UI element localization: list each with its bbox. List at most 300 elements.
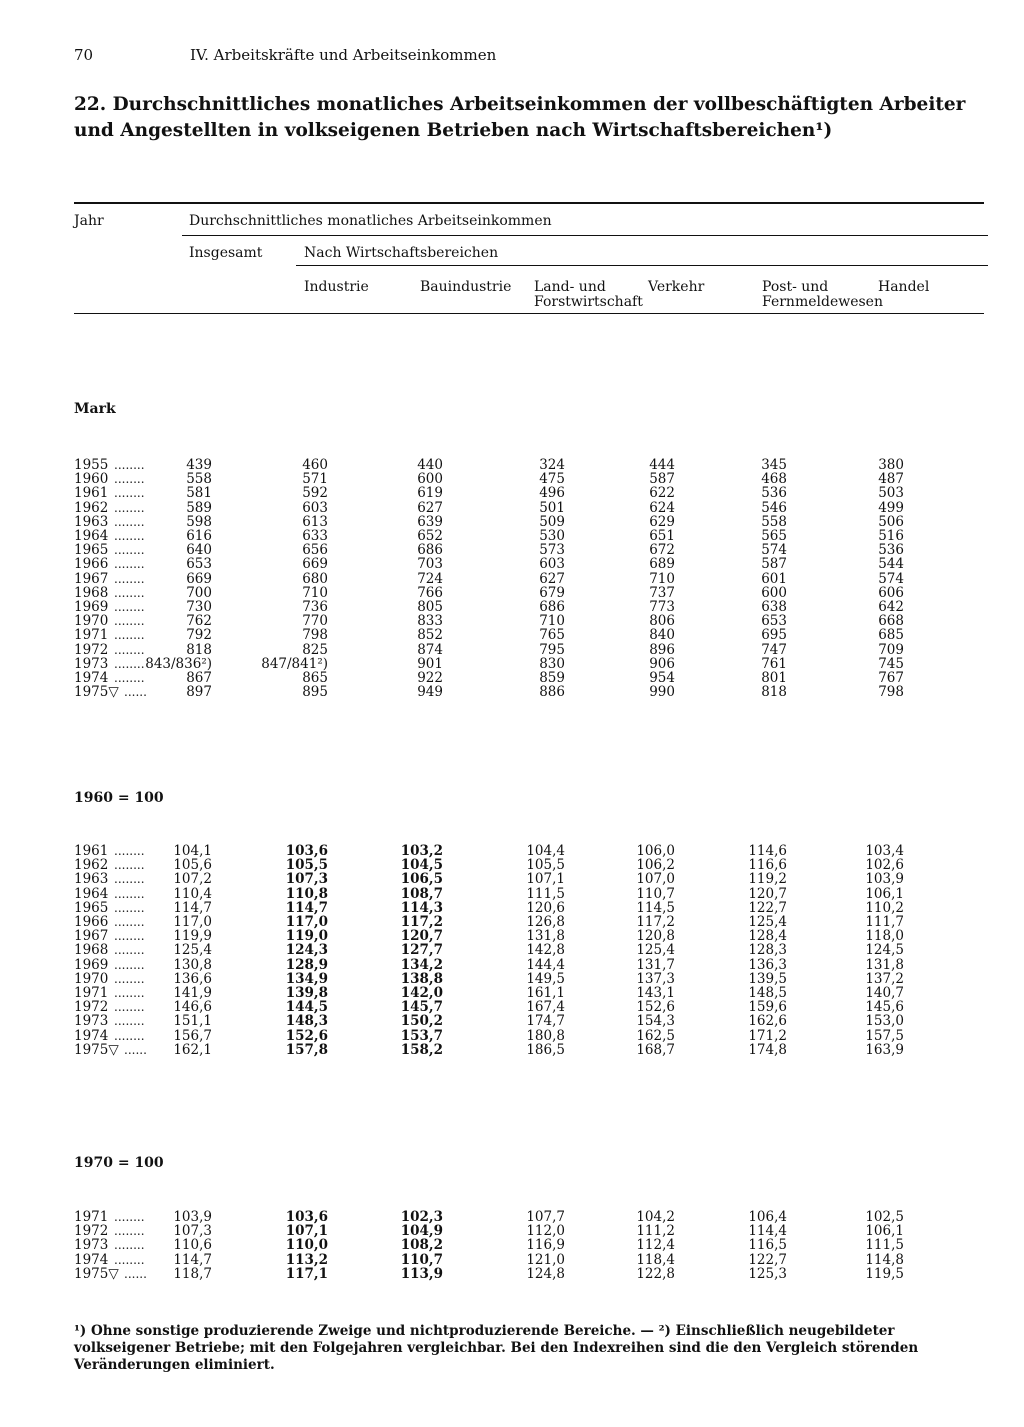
value-cell: 736 (302, 599, 328, 615)
value-cell: 139,5 (748, 970, 787, 987)
value-cell: 639 (417, 513, 443, 530)
value-cell: 113,9 (400, 1265, 443, 1282)
value-cell: 120,7 (400, 928, 443, 945)
value-cell: 106,1 (865, 885, 904, 902)
value-cell: 144,5 (285, 999, 328, 1016)
value-cell: 127,7 (400, 942, 443, 959)
table-row (0, 572, 1024, 586)
year-cell: 1972 (74, 999, 109, 1016)
value-cell: 145,6 (865, 999, 904, 1016)
value-cell: 111,5 (526, 885, 565, 902)
value-cell: 114,5 (636, 899, 675, 916)
value-cell: 530 (539, 528, 565, 544)
value-cell: 606 (878, 584, 904, 601)
value-cell: 619 (417, 485, 443, 502)
value-cell: 633 (302, 528, 328, 544)
value-cell: 627 (539, 570, 565, 587)
table-row (0, 458, 1024, 472)
value-cell: 565 (761, 528, 787, 544)
year-cell: 1969 (74, 599, 109, 615)
value-cell: 865 (302, 670, 328, 686)
value-cell: 114,3 (400, 899, 443, 916)
value-cell: 624 (649, 499, 675, 516)
value-cell: 116,6 (748, 857, 787, 874)
value-cell: 558 (761, 513, 787, 530)
leader-dots: ........ (114, 514, 145, 529)
value-cell: 112,0 (526, 1223, 565, 1240)
leader-dots: ...... (124, 685, 147, 700)
value-cell: 114,7 (173, 1251, 212, 1268)
value-cell: 105,5 (526, 857, 565, 874)
value-cell: 162,6 (748, 1013, 787, 1030)
value-cell: 598 (186, 513, 212, 530)
table-row (0, 943, 1024, 957)
leader-dots: ........ (114, 543, 145, 558)
table-row (0, 872, 1024, 886)
year-cell: 1969 (74, 956, 109, 973)
value-cell: 125,4 (636, 942, 675, 959)
value-cell: 128,3 (748, 942, 787, 959)
value-cell: 703 (417, 556, 443, 573)
value-cell: 114,7 (285, 899, 328, 916)
value-cell: 156,7 (173, 1027, 212, 1044)
table-row (0, 844, 1024, 858)
table-row (0, 628, 1024, 642)
value-cell: 901 (417, 655, 443, 672)
value-cell: 124,5 (865, 942, 904, 959)
value-cell: 852 (417, 627, 443, 644)
value-cell: 110,6 (173, 1237, 212, 1254)
value-cell: 125,3 (748, 1265, 787, 1282)
value-cell: 536 (878, 542, 904, 559)
value-cell: 613 (302, 513, 328, 530)
year-cell: 1964 (74, 885, 109, 902)
section-label-index-1960: 1960 = 100 (74, 790, 164, 806)
table-row (0, 472, 1024, 486)
value-cell: 110,0 (285, 1237, 328, 1254)
table-row (0, 901, 1024, 915)
value-cell: 949 (417, 684, 443, 701)
value-cell: 587 (761, 556, 787, 573)
value-cell: 107,2 (173, 871, 212, 888)
value-cell: 114,7 (173, 899, 212, 916)
value-cell: 747 (761, 641, 787, 658)
value-cell: 573 (539, 542, 565, 559)
value-cell: 689 (649, 556, 675, 573)
value-cell: 134,2 (400, 956, 443, 973)
value-cell: 536 (761, 485, 787, 502)
value-cell: 117,0 (173, 914, 212, 930)
value-cell: 110,7 (400, 1251, 443, 1268)
value-cell: 102,5 (865, 1209, 904, 1225)
value-cell: 117,2 (636, 914, 675, 930)
value-cell: 700 (186, 584, 212, 601)
table-row (0, 1014, 1024, 1028)
value-cell: 680 (302, 570, 328, 587)
value-cell: 603 (302, 499, 328, 516)
value-cell: 128,4 (748, 928, 787, 945)
value-cell: 795 (539, 641, 565, 658)
value-cell: 125,4 (173, 942, 212, 959)
year-cell: 1974 (74, 1027, 109, 1044)
table-row (0, 929, 1024, 943)
table-row (0, 858, 1024, 872)
table-row (0, 643, 1024, 657)
value-cell: 765 (539, 627, 565, 644)
chapter-title: IV. Arbeitskräfte und Arbeitseinkommen (190, 46, 497, 64)
leader-dots: ........ (114, 858, 145, 873)
value-cell: 669 (302, 556, 328, 573)
year-cell: 1968 (74, 584, 109, 601)
value-cell: 324 (539, 457, 565, 473)
value-cell: 114,4 (748, 1223, 787, 1240)
value-cell: 112,4 (636, 1237, 675, 1254)
leader-dots: ........ (114, 472, 145, 487)
leader-dots: ...... (124, 1266, 147, 1281)
value-cell: 656 (302, 542, 328, 559)
table-row (0, 1043, 1024, 1057)
value-cell: 668 (878, 613, 904, 630)
value-cell: 102,6 (865, 857, 904, 874)
value-cell: 167,4 (526, 999, 565, 1016)
value-cell: 145,7 (400, 999, 443, 1016)
leader-dots: ........ (114, 614, 145, 629)
value-cell: 111,7 (865, 914, 904, 930)
table-row (0, 1238, 1024, 1252)
value-cell: 679 (539, 584, 565, 601)
year-cell: 1964 (74, 528, 109, 544)
value-cell: 110,2 (865, 899, 904, 916)
value-cell: 833 (417, 613, 443, 630)
value-cell: 120,7 (748, 885, 787, 902)
value-cell: 102,3 (400, 1209, 443, 1225)
value-cell: 801 (761, 670, 787, 686)
value-cell: 128,9 (285, 956, 328, 973)
leader-dots: ........ (114, 1238, 145, 1253)
year-cell: 1975▽ (74, 684, 119, 701)
year-cell: 1972 (74, 641, 109, 658)
value-cell: 126,8 (526, 914, 565, 930)
table-row (0, 557, 1024, 571)
value-cell: 104,1 (173, 843, 212, 859)
leader-dots: ........ (114, 656, 145, 671)
value-cell: 107,0 (636, 871, 675, 888)
leader-dots: ........ (114, 971, 145, 986)
value-cell: 685 (878, 627, 904, 644)
table-row (0, 1029, 1024, 1043)
value-cell: 724 (417, 570, 443, 587)
value-cell: 859 (539, 670, 565, 686)
value-cell: 106,0 (636, 843, 675, 859)
table-row (0, 958, 1024, 972)
value-cell: 108,7 (400, 885, 443, 902)
leader-dots: ........ (114, 1210, 145, 1224)
value-cell: 638 (761, 599, 787, 615)
value-cell: 118,7 (173, 1265, 212, 1282)
value-cell: 622 (649, 485, 675, 502)
header-land-forstwirtschaft: Land- und Forstwirtschaft (534, 279, 643, 310)
value-cell: 148,5 (748, 985, 787, 1001)
year-cell: 1960 (74, 471, 109, 488)
table-row (0, 529, 1024, 543)
value-cell: 627 (417, 499, 443, 516)
value-cell: 867 (186, 670, 212, 686)
value-cell: 843/836²) (145, 655, 212, 672)
value-cell: 103,9 (865, 871, 904, 888)
value-cell: 186,5 (526, 1041, 565, 1058)
value-cell: 600 (761, 584, 787, 601)
value-cell: 150,2 (400, 1013, 443, 1030)
value-cell: 444 (649, 457, 675, 473)
value-cell: 142,8 (526, 942, 565, 959)
value-cell: 106,4 (748, 1209, 787, 1225)
value-cell: 122,8 (636, 1265, 675, 1282)
value-cell: 107,1 (285, 1223, 328, 1240)
leader-dots: ........ (114, 1014, 145, 1029)
year-cell: 1965 (74, 899, 109, 916)
value-cell: 653 (761, 613, 787, 630)
value-cell: 587 (649, 471, 675, 488)
value-cell: 120,6 (526, 899, 565, 916)
value-cell: 710 (302, 584, 328, 601)
year-cell: 1967 (74, 928, 109, 945)
leader-dots: ........ (114, 529, 145, 543)
value-cell: 116,5 (748, 1237, 787, 1254)
value-cell: 162,5 (636, 1027, 675, 1044)
header-rule-2 (296, 265, 988, 266)
year-cell: 1974 (74, 1251, 109, 1268)
table-row (0, 915, 1024, 929)
value-cell: 600 (417, 471, 443, 488)
value-cell: 158,2 (400, 1041, 443, 1058)
value-cell: 103,4 (865, 843, 904, 859)
value-cell: 142,0 (400, 985, 443, 1001)
header-jahr: Jahr (74, 213, 104, 229)
value-cell: 110,7 (636, 885, 675, 902)
value-cell: 159,6 (748, 999, 787, 1016)
table-row (0, 586, 1024, 600)
value-cell: 896 (649, 641, 675, 658)
value-cell: 766 (417, 584, 443, 601)
value-cell: 110,8 (285, 885, 328, 902)
value-cell: 131,7 (636, 956, 675, 973)
table-row (0, 1000, 1024, 1014)
value-cell: 117,2 (400, 914, 443, 930)
value-cell: 990 (649, 684, 675, 701)
value-cell: 103,2 (400, 843, 443, 859)
value-cell: 710 (539, 613, 565, 630)
header-handel: Handel (878, 279, 930, 295)
leader-dots: ........ (114, 642, 145, 657)
year-cell: 1966 (74, 914, 109, 930)
value-cell: 118,4 (636, 1251, 675, 1268)
leader-dots: ........ (114, 628, 145, 643)
leader-dots: ........ (114, 671, 145, 685)
value-cell: 125,4 (748, 914, 787, 930)
value-cell: 106,1 (865, 1223, 904, 1240)
value-cell: 710 (649, 570, 675, 587)
year-cell: 1973 (74, 1237, 109, 1254)
value-cell: 136,3 (748, 956, 787, 973)
year-cell: 1971 (74, 1209, 109, 1225)
value-cell: 745 (878, 655, 904, 672)
value-cell: 138,8 (400, 970, 443, 987)
value-cell: 103,9 (173, 1209, 212, 1225)
value-cell: 139,8 (285, 985, 328, 1001)
value-cell: 104,9 (400, 1223, 443, 1240)
value-cell: 174,7 (526, 1013, 565, 1030)
value-cell: 830 (539, 655, 565, 672)
value-cell: 874 (417, 641, 443, 658)
header-rule-1 (182, 235, 988, 236)
year-cell: 1971 (74, 985, 109, 1001)
table-row (0, 486, 1024, 500)
value-cell: 516 (878, 528, 904, 544)
table-title: 22. Durchschnittliches monatliches Arbeitseinkommen der vollbeschäftigten Arbeiter und Angestellten in volkseigenen Betrieben nach Wirtschaftsbereichen¹) (74, 94, 966, 141)
value-cell: 906 (649, 655, 675, 672)
leader-dots: ........ (114, 1028, 145, 1043)
value-cell: 345 (761, 457, 787, 473)
value-cell: 770 (302, 613, 328, 630)
value-cell: 825 (302, 641, 328, 658)
value-cell: 798 (878, 684, 904, 701)
year-cell: 1970 (74, 970, 109, 987)
value-cell: 144,4 (526, 956, 565, 973)
value-cell: 798 (302, 627, 328, 644)
value-cell: 107,3 (285, 871, 328, 888)
value-cell: 148,3 (285, 1013, 328, 1030)
value-cell: 151,1 (173, 1013, 212, 1030)
leader-dots: ........ (114, 1000, 145, 1015)
value-cell: 440 (417, 457, 443, 473)
value-cell: 163,9 (865, 1041, 904, 1058)
value-cell: 152,6 (285, 1027, 328, 1044)
leader-dots: ........ (114, 1252, 145, 1267)
value-cell: 922 (417, 670, 443, 686)
value-cell: 110,4 (173, 885, 212, 902)
value-cell: 124,8 (526, 1265, 565, 1282)
value-cell: 119,0 (285, 928, 328, 945)
value-cell: 737 (649, 584, 675, 601)
value-cell: 106,2 (636, 857, 675, 874)
value-cell: 146,6 (173, 999, 212, 1016)
footnote: ¹) Ohne sonstige produzierende Zweige und nichtproduzierende Bereiche. — ²) Einschließlich neugebildeter volkseigener Betriebe; mit den Folgejahren vergleichbar. Bei den Indexreihen sind die den Vergleich störenden Veränderungen eliminiert. (74, 1323, 919, 1373)
value-cell: 137,3 (636, 970, 675, 987)
value-cell: 122,7 (748, 1251, 787, 1268)
value-cell: 154,3 (636, 1013, 675, 1030)
value-cell: 136,6 (173, 970, 212, 987)
leader-dots: ........ (114, 929, 145, 944)
value-cell: 124,3 (285, 942, 328, 959)
value-cell: 499 (878, 499, 904, 516)
section-label-mark: Mark (74, 401, 116, 417)
value-cell: 174,8 (748, 1041, 787, 1058)
value-cell: 503 (878, 485, 904, 502)
table-row (0, 1224, 1024, 1238)
header-post-fernmeldewesen: Post- und Fernmeldewesen (762, 279, 883, 310)
year-cell: 1973 (74, 1013, 109, 1030)
leader-dots: ........ (114, 915, 145, 929)
value-cell: 629 (649, 513, 675, 530)
value-cell: 574 (878, 570, 904, 587)
year-cell: 1967 (74, 570, 109, 587)
leader-dots: ........ (114, 458, 145, 472)
table-row (0, 614, 1024, 628)
value-cell: 546 (761, 499, 787, 516)
value-cell: 695 (761, 627, 787, 644)
value-cell: 496 (539, 485, 565, 502)
value-cell: 730 (186, 599, 212, 615)
value-cell: 103,6 (285, 843, 328, 859)
value-cell: 767 (878, 670, 904, 686)
value-cell: 106,5 (400, 871, 443, 888)
year-cell: 1963 (74, 513, 109, 530)
value-cell: 141,9 (173, 985, 212, 1001)
value-cell: 818 (186, 641, 212, 658)
year-cell: 1975▽ (74, 1041, 119, 1058)
header-industrie: Industrie (304, 279, 369, 295)
leader-dots: ........ (114, 1224, 145, 1239)
header-main: Durchschnittliches monatliches Arbeitseinkommen (189, 213, 552, 229)
value-cell: 487 (878, 471, 904, 488)
value-cell: 380 (878, 457, 904, 473)
section-label-index-1970: 1970 = 100 (74, 1155, 164, 1171)
value-cell: 773 (649, 599, 675, 615)
value-cell: 558 (186, 471, 212, 488)
value-cell: 589 (186, 499, 212, 516)
value-cell: 616 (186, 528, 212, 544)
value-cell: 686 (417, 542, 443, 559)
year-cell: 1961 (74, 843, 109, 859)
header-top-rule (74, 202, 984, 204)
value-cell: 131,8 (865, 956, 904, 973)
value-cell: 104,4 (526, 843, 565, 859)
leader-dots: ........ (114, 844, 145, 858)
year-cell: 1968 (74, 942, 109, 959)
value-cell: 501 (539, 499, 565, 516)
leader-dots: ........ (114, 872, 145, 887)
value-cell: 581 (186, 485, 212, 502)
year-cell: 1975▽ (74, 1265, 119, 1282)
header-nach-wirtschaftsbereichen: Nach Wirtschaftsbereichen (304, 245, 499, 261)
value-cell: 640 (186, 542, 212, 559)
value-cell: 113,2 (285, 1251, 328, 1268)
value-cell: 806 (649, 613, 675, 630)
value-cell: 840 (649, 627, 675, 644)
table-row (0, 543, 1024, 557)
table-row (0, 887, 1024, 901)
leader-dots: ........ (114, 557, 145, 572)
value-cell: 103,6 (285, 1209, 328, 1225)
value-cell: 475 (539, 471, 565, 488)
year-cell: 1965 (74, 542, 109, 559)
value-cell: 114,6 (748, 843, 787, 859)
value-cell: 897 (186, 684, 212, 701)
leader-dots: ........ (114, 571, 145, 586)
value-cell: 119,9 (173, 928, 212, 945)
value-cell: 669 (186, 570, 212, 587)
year-cell: 1963 (74, 871, 109, 888)
value-cell: 140,7 (865, 985, 904, 1001)
value-cell: 506 (878, 513, 904, 530)
year-cell: 1962 (74, 499, 109, 516)
value-cell: 153,7 (400, 1027, 443, 1044)
page-number: 70 (74, 46, 94, 64)
value-cell: 651 (649, 528, 675, 544)
leader-dots: ........ (114, 500, 145, 515)
table-row (0, 1253, 1024, 1267)
value-cell: 954 (649, 670, 675, 686)
